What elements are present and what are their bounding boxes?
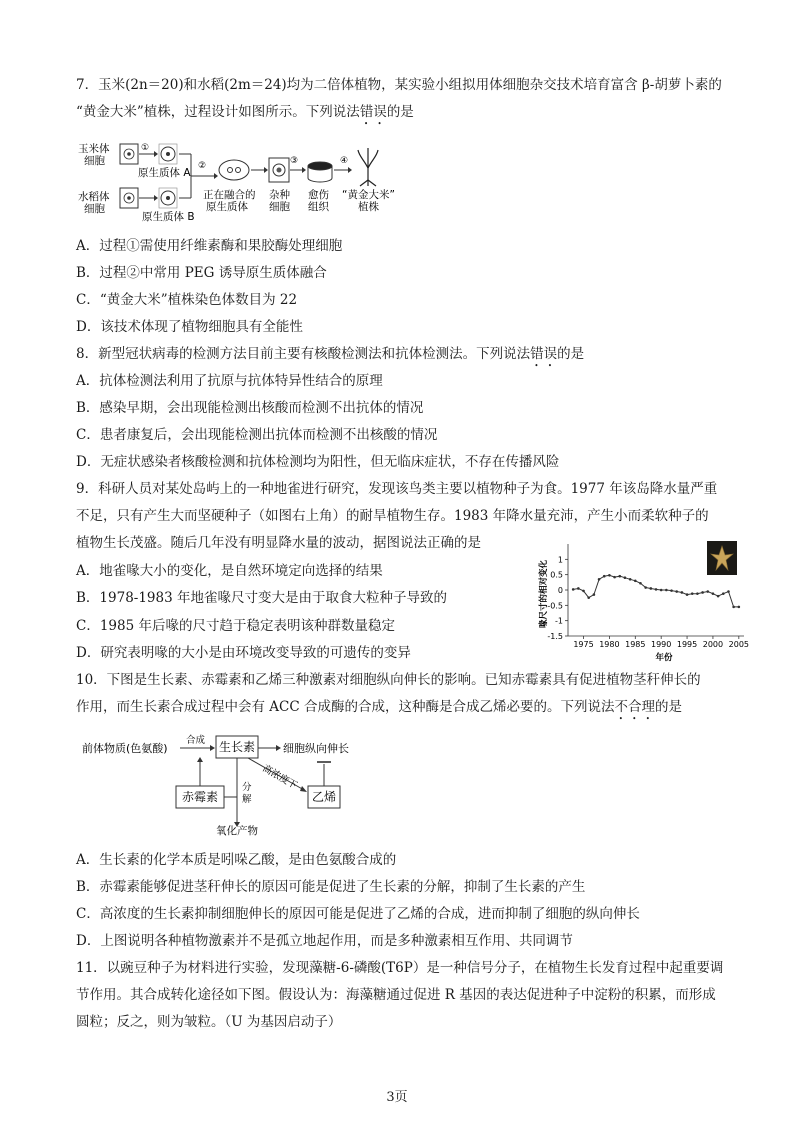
q10-stem-line2: 作用，而生长素合成过程中会有 ACC 合成酶的合成，这种酶是合成乙烯必要的。下列说法不合理的是 (76, 699, 682, 715)
data-point (732, 606, 735, 609)
y-tick-label: -0.5 (547, 601, 563, 611)
fusing-protoplast-shape (219, 160, 249, 180)
q9-option-b: B．1978-1983 年地雀喙尺寸变大是由于取食大粒种子导致的 (76, 590, 447, 606)
data-point (613, 576, 616, 579)
fusing-label: 正在融合的 (203, 189, 256, 201)
x-tick-label: 1975 (573, 640, 594, 649)
data-point (696, 592, 699, 595)
plant-label-2: 植株 (358, 201, 379, 213)
data-point (665, 589, 668, 592)
step2-label: ② (198, 161, 207, 171)
q8-stem: 8．新型冠状病毒的检测方法目前主要有核酸检测法和抗体检测法。下列说法错误的是 (76, 346, 585, 362)
decompose-label-2: 解 (242, 794, 252, 805)
q11-stem-line3: 圆粒；反之，则为皱粒。（U 为基因启动子） (76, 1014, 342, 1030)
page-number: 3页 (386, 1090, 408, 1105)
q8-option-c: C．患者康复后，会出现能检测出抗体而检测不出核酸的情况 (76, 427, 438, 443)
data-point (727, 590, 730, 593)
callus-label: 愈伤 (308, 189, 329, 201)
q8-emphasis: 错误 (530, 346, 558, 362)
data-point (624, 576, 627, 579)
data-point (587, 596, 590, 599)
data-point (738, 606, 741, 609)
x-ticks (573, 636, 749, 649)
data-point (634, 580, 637, 583)
q11-stem-line1: 11．以豌豆种子为材料进行实验，发现藻糖-6-磷酸(T6P）是一种信号分子，在植物生长发育过程中起重要调 (76, 960, 724, 976)
data-point (618, 575, 621, 578)
seed-photo (707, 541, 737, 575)
data-point (582, 590, 585, 593)
precursor-label: 前体物质(色氨酸) (82, 742, 168, 755)
q7-option-d: D．该技术体现了植物细胞具有全能性 (76, 319, 303, 335)
q8-option-d: D．无症状感染者核酸检测和抗体检测均为阳性，但无临床症状，不存在传播风险 (76, 454, 560, 470)
data-point (608, 574, 611, 577)
ethylene-label: 乙烯 (311, 790, 337, 804)
q7-option-c: C．“黄金大米”植株染色体数目为 22 (76, 292, 298, 308)
q9-option-c: C．1985 年后喙的尺寸趋于稳定表明该种群数量稳定 (76, 618, 395, 634)
q10-option-c: C．高浓度的生长素抑制细胞伸长的原因可能是促进了乙烯的合成，进而抑制了细胞的纵向伸长 (76, 906, 640, 922)
q10-option-b: B．赤霉素能够促进茎秆伸长的原因可能是促进了生长素的分解，抑制了生长素的产生 (76, 879, 586, 895)
data-point (670, 589, 673, 592)
q9-option-a: A．地雀喙大小的变化，是自然环境定向选择的结果 (76, 563, 383, 579)
x-tick-label: 2000 (702, 640, 724, 649)
y-tick-label: -1 (555, 616, 563, 626)
data-point (639, 582, 642, 585)
data-point (572, 588, 575, 591)
oxidation-label: 氧化产物 (216, 825, 258, 836)
q9-stem-line2: 不足，只有产生大而坚硬种子（如图右上角）的耐旱植物生存。1983 年降水量充沛，产生小而柔软种子的 (76, 508, 709, 524)
y-axis-label: 喙尺寸的相对变化 (539, 559, 549, 629)
data-point (598, 578, 601, 581)
data-point (722, 592, 725, 595)
data-point (686, 593, 689, 596)
step4-label: ④ (340, 156, 349, 166)
corn-cell-label-2: 细胞 (84, 155, 105, 167)
q8-option-a: A．抗体检测法利用了抗原与抗体特异性结合的原理 (76, 373, 383, 389)
data-point (644, 586, 647, 589)
q9-stem-line1: 9．科研人员对某处岛屿上的一种地雀进行研究，发现该鸟类主要以植物种子为食。1977 年该岛降水量严重 (76, 481, 718, 497)
y-tick-label: 0.5 (550, 570, 563, 580)
y-tick-label: -1.5 (547, 632, 563, 641)
y-tick-label: 0 (557, 586, 563, 595)
callus-label-2: 组织 (308, 201, 329, 213)
data-point (691, 592, 694, 595)
fusing-label-2: 原生质体 (206, 201, 248, 213)
high-concentration-label: 高浓度下 (260, 763, 299, 792)
rice-cell-label-2: 细胞 (84, 203, 105, 215)
beak-series (572, 574, 740, 608)
decompose-label: 分 (242, 782, 252, 793)
x-tick-label: 1980 (599, 640, 620, 649)
elongation-label: 细胞纵向伸长 (283, 742, 349, 755)
data-point (717, 595, 720, 598)
protoplast-a-label: 原生质体 A (138, 167, 191, 179)
q10-option-d: D．上图说明各种植物激素并不是孤立地起作用，而是多种激素相互作用、共同调节 (76, 933, 573, 949)
data-point (577, 587, 580, 590)
data-point (593, 593, 596, 596)
data-point (675, 590, 678, 593)
x-tick-label: 1995 (676, 640, 698, 649)
data-point (681, 591, 684, 594)
y-ticks (547, 555, 568, 641)
q10-emphasis: 不合理 (614, 699, 655, 715)
q7-stem-line1: 7．玉米(2n＝20)和水稻(2m＝24)均为二倍体植物，某实验小组拟用体细胞杂交技术培育富含 β-胡萝卜素的 (76, 77, 722, 93)
q7-process-diagram (76, 130, 436, 226)
q7-emphasis: 错误 (359, 104, 387, 120)
data-point (660, 589, 663, 592)
q9-stem-line3: 植物生长茂盛。随后几年没有明显降水量的波动，据图说法正确的是 (76, 535, 481, 551)
plant-label: “黄金大米” (342, 189, 395, 201)
protoplast-b-label: 原生质体 B (142, 211, 195, 223)
q7-stem-line2: “黄金大米”植株，过程设计如图所示。下列说法错误的是 (76, 104, 414, 120)
q7-option-a: A．过程①需使用纤维素酶和果胶酶处理细胞 (76, 238, 343, 254)
rice-cell-label: 水稻体 (78, 191, 110, 203)
data-point (629, 578, 632, 581)
y-tick-label: 1 (557, 555, 563, 565)
golden-rice-plant-icon (358, 148, 378, 186)
q10-stem-line1: 10．下图是生长素、赤霉素和乙烯三种激素对细胞纵向伸长的影响。已知赤霉素具有促进植物茎秆伸长的 (76, 672, 701, 688)
data-point (603, 575, 606, 578)
hybrid-label: 杂种 (269, 189, 290, 201)
synthesis-label: 合成 (186, 735, 206, 746)
data-point (650, 587, 653, 590)
x-tick-label: 1985 (625, 640, 646, 649)
step1-label: ① (141, 143, 150, 153)
q9-option-d: D．研究表明喙的大小是由环境改变导致的可遗传的变异 (76, 645, 411, 661)
data-point (706, 590, 709, 593)
q11-stem-line2: 节作用。其合成转化途径如下图。假设认为：海藻糖通过促进 R 基因的表达促进种子中淀粉的积累，而形成 (76, 987, 716, 1003)
q10-option-a: A．生长素的化学本质是吲哚乙酸，是由色氨酸合成的 (76, 852, 397, 868)
corn-cell-label: 玉米体 (78, 143, 110, 155)
step3-label: ③ (290, 156, 299, 166)
q8-option-b: B．感染早期，会出现能检测出核酸而检测不出抗体的情况 (76, 400, 424, 416)
x-tick-label: 2005 (728, 640, 750, 649)
data-point (712, 592, 715, 595)
x-tick-label: 1990 (650, 640, 672, 649)
hybrid-label-2: 细胞 (269, 201, 290, 213)
gibberellin-label: 赤霉素 (181, 790, 219, 804)
q7-option-b: B．过程②中常用 PEG 诱导原生质体融合 (76, 265, 327, 281)
beak-size-chart (532, 536, 772, 662)
x-axis-label: 年份 (655, 653, 673, 662)
data-point (701, 591, 704, 594)
hormone-diagram (76, 730, 396, 836)
auxin-label: 生长素 (218, 740, 256, 754)
data-point (655, 588, 658, 591)
